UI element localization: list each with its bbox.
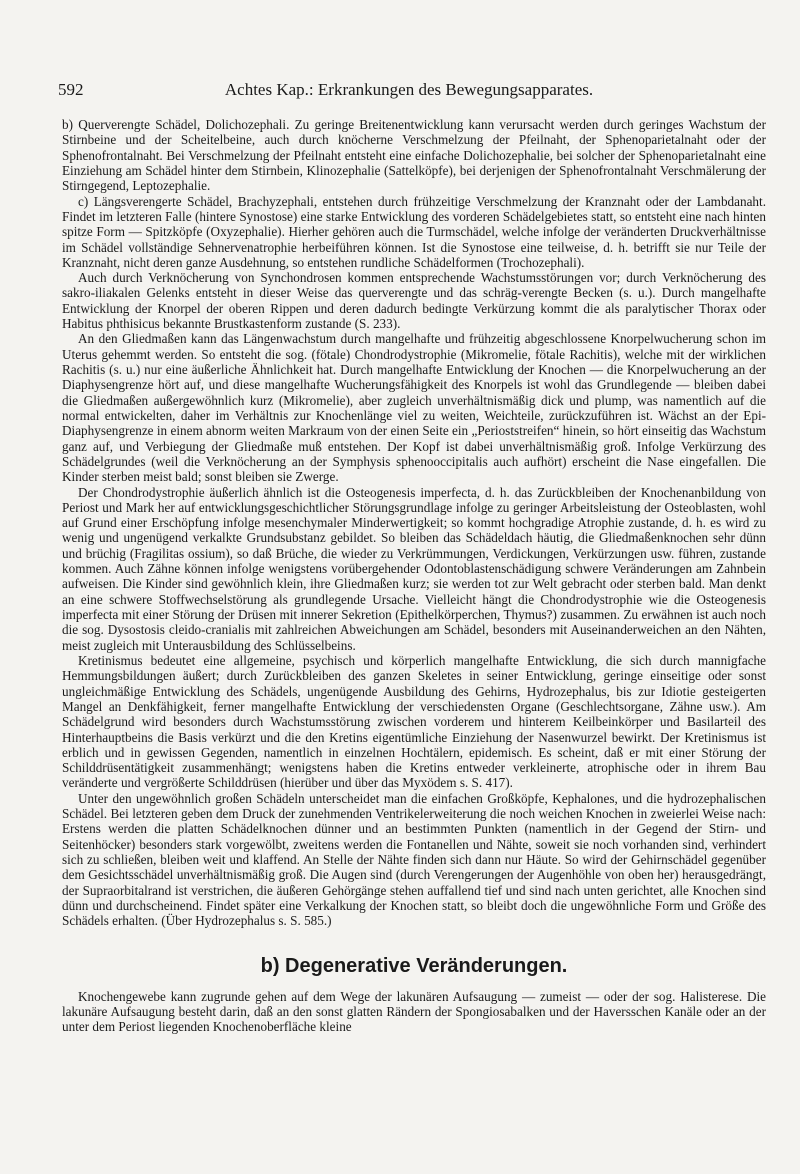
paragraph-kretinismus: Kretinismus bedeutet eine allgemeine, psychisch und körperlich mangelhafte Entwicklung, die sich durch mannigfache Hemmungsbildungen äußert; durch Zurückbleiben des ganzen Skeletes in seiner Entwicklung, geringe einseitige oder sonst ungleichmäßige Entwicklung des Schädels, ungenügende Ausbildung des Gehirns, Hydrozephalus, bis zur Idiotie gesteigerten Mangel an Denkfähigkeit, ferner mangelhafte Entwicklung der verschiedensten Organe (Geschlechtsorgane, Zähne usw.). Am Schädelgrund wird besonders durch Wachstumsstörung zwischen vorderem und hinterem Keilbeinkörper und Basilarteil des Hinterhauptbeins die Basis verkürzt und die den Kretins eigentümliche Einziehung der Nasenwurzel bewirkt. Der Kretinismus ist erblich und in gewissen Gegenden, namentlich in einzelnen Hochtälern, epidemisch. Es scheint, daß er mit einer Störung der Schilddrüsentätigkeit zusammenhängt; wenigstens haben die Kretins entweder verkleinerte, atrophische oder in ihrem Bau veränderte und vergrößerte Schilddrüsen (hierüber und über das Myxödem s. S. 417).	[62, 652, 766, 791]
paragraph-degenerative: Knochengewebe kann zugrunde gehen auf dem Wege der lakunären Aufsaugung — zumeist — oder der sog. Halisterese. Die lakunäre Aufsaugung besteht darin, daß an den sonst glatten Rändern der Spongiosabalken und der Haversschen Kanäle oder an der unter dem Periost liegenden Knochenoberfläche kleine	[62, 988, 766, 1035]
page-number: 592	[58, 80, 84, 99]
main-text	[62, 117, 766, 1035]
page-header	[58, 80, 760, 100]
paragraph-brachyzephali: c) Längsverengerte Schädel, Brachyzephali, entstehen durch frühzeitige Verschmelzung der Kranznaht oder der Lambdanaht. Findet im letzteren Falle (hintere Synostose) eine starke Entwicklung des vorderen Schädelgebietes statt, so entsteht eine nach hinten spitze Form — Spitzköpfe (Oxyzephalie). Hierher gehören auch die Turmschädel, welche infolge der veränderten Druckverhältnisse im Schädel vollständige Sehnervenatrophie herbeiführen können. Ist die Synostose eine teilweise, d. h. betrifft sie nur Teile der Kranznaht, nicht deren ganze Ausdehnung, so entstehen rundliche Schädelformen (Trochozephali).	[62, 193, 766, 270]
paragraph-chondrodystrophie: An den Gliedmaßen kann das Längenwachstum durch mangelhafte und frühzeitig abgeschlossene Knorpelwucherung schon im Uterus gehemmt werden. So entsteht die sog. (fötale) Chondrodystrophie (Mikromelie, fötale Rachitis), welche mit der wirklichen Rachitis (s. u.) nur eine äußerliche Ähnlichkeit hat. Durch mangelhafte Entwicklung der Knochen — die Knorpelwucherung an der Diaphysengrenze hört auf, und diese mangelhafte Wucherungsfähigkeit des Knorpels ist wohl das Grundlegende — bleiben dabei die Gliedmaßen außergewöhnlich kurz (Mikromelie), aber zugleich unverhältnismäßig dick und plump, was namentlich auf die normal entwickelten, daher im Verhältnis zur Knochenlänge viel zu weiten, Weichteile, zurückzuführen ist. Wächst an der Epi-Diaphysengrenze in einem abnorm weiten Markraum von der einen Seite ein „Perioststreifen“ hinein, so hört einseitig das Wachstum ganz auf, und Verbiegung der Gliedmaße muß entstehen. Der Kopf ist dabei unverhältnismäßig groß. Infolge Verkürzung des Schädelgrundes (weil die Verknöcherung an der Symphysis sphenooccipitalis auch aufhört) erscheint die Nase eingefallen. Die Kinder sterben meist bald; sonst bleiben sie Zwerge.	[62, 331, 766, 485]
section-heading: b) Degenerative Veränderungen.	[260, 954, 568, 977]
paragraph-synchondrosen: Auch durch Verknöcherung von Synchondrosen kommen entsprechende Wachstumsstörungen vor; durch Verknöcherung des sakro-iliakalen Gelenks entsteht in dieser Weise das querverengte und das schräg-verengte Becken (s. u.). Durch mangelhafte Entwicklung der Knorpel der oberen Rippen und deren dadurch bedingte Verkürzung kommt die als paralytischer Thorax oder Habitus phthisicus bekannte Brustkastenform zustande (S. 233).	[62, 270, 766, 332]
running-head: Achtes Kap.: Erkrankungen des Bewegungsapparates.	[224, 80, 594, 99]
paragraph-dolichozephali: b) Querverengte Schädel, Dolichozephali. Zu geringe Breitenentwicklung kann verursacht werden durch geringes Wachstum der Stirnbeine und der Scheitelbeine, auch durch knöcherne Verschmelzung der Pfeilnaht, der Sphenoparietalnaht oder der Sphenofrontalnaht. Bei Verschmelzung der Pfeilnaht entsteht eine einfache Dolichozephalie, bei solcher der Sphenoparietalnaht eine Einziehung am Schädel hinter dem Stirnbein, Klinozephalie (Sattelköpfe), bei derjenigen der Sphenofrontalnaht Verschmälerung der Stirngegend, Leptozephalie.	[62, 117, 766, 194]
paragraph-osteogenesis-imperfecta: Der Chondrodystrophie äußerlich ähnlich ist die Osteogenesis imperfecta, d. h. das Zurückbleiben der Knochenanbildung von Periost und Mark her auf entwicklungsgeschichtlicher Störungsgrundlage infolge zu geringer Arbeitsleistung der Osteoblasten, wohl auf Grund einer Erschöpfung infolge mesenchymaler Minderwertigkeit; so kommt hochgradige Atrophie zustande, d. h. es wird zu wenig und ungenügend verkalkte Grundsubstanz gebildet. So bleiben das Schädeldach häutig, die Gliedmaßenknochen sehr dünn und brüchig (Fragilitas ossium), so daß Brüche, die wieder zu Verkrümmungen, Verdickungen, Verkürzungen usw. führen, zustande kommen. Auch Zähne können infolge wenigstens vorübergehender Odontoblastenschädigung schwere Veränderungen am Zahnbein aufweisen. Die Kinder sind gewöhnlich klein, ihre Gliedmaßen kurz; sie werden tot zur Welt gebracht oder sterben bald. Man denkt an eine schwere Stoffwechselstörung als grundlegende Ursache. Vielleicht hängt die Chondrodystrophie wie die Osteogenesis imperfecta mit einer Störung der Drüsen mit innerer Sekretion (Epithelkörperchen, Thymus?) zusammen. Zu erwähnen ist auch noch die sog. Dysostosis cleido-cranialis mit zahlreichen Abweichungen am Schädel, besonders mit Auseinanderweichen an den Nähten, meist zugleich mit Unterausbildung des Schlüsselbeins.	[62, 484, 766, 653]
paragraph-grosse-schaedel: Unter den ungewöhnlich großen Schädeln unterscheidet man die einfachen Großköpfe, Kephalones, und die hydrozephalischen Schädel. Bei letzteren geben dem Druck der zunehmenden Ventrikelerweiterung die noch weichen Knochen in zweierlei Weise nach: Erstens werden die platten Schädelknochen dünner und an bestimmten Punkten (namentlich in der Gegend der Stirn- und Seitenhöcker) besonders stark vorgewölbt, zweitens werden die Fontanellen und Nähte, soweit sie noch vorhanden sind, verhindert sich zu schließen, bleiben weit und klaffend. An Stelle der Nähte finden sich dann nur Häute. So wird der Gehirnschädel gegenüber dem Gesichtsschädel unverhältnismäßig groß. Die Augen sind (durch Verengerungen der Augenhöhle von oben her) herausgedrängt, der Supraorbitalrand ist verstrichen, die äußeren Gehörgänge stehen auffallend tief und sind nach unten gerichtet, alle Knochen sind dünn und durchscheinend. Findet später eine Verkalkung der Knochen statt, so bleibt doch die ungewöhnliche Form und Größe des Schädels erhalten. (Über Hydrozephalus s. S. 585.)	[62, 790, 766, 929]
